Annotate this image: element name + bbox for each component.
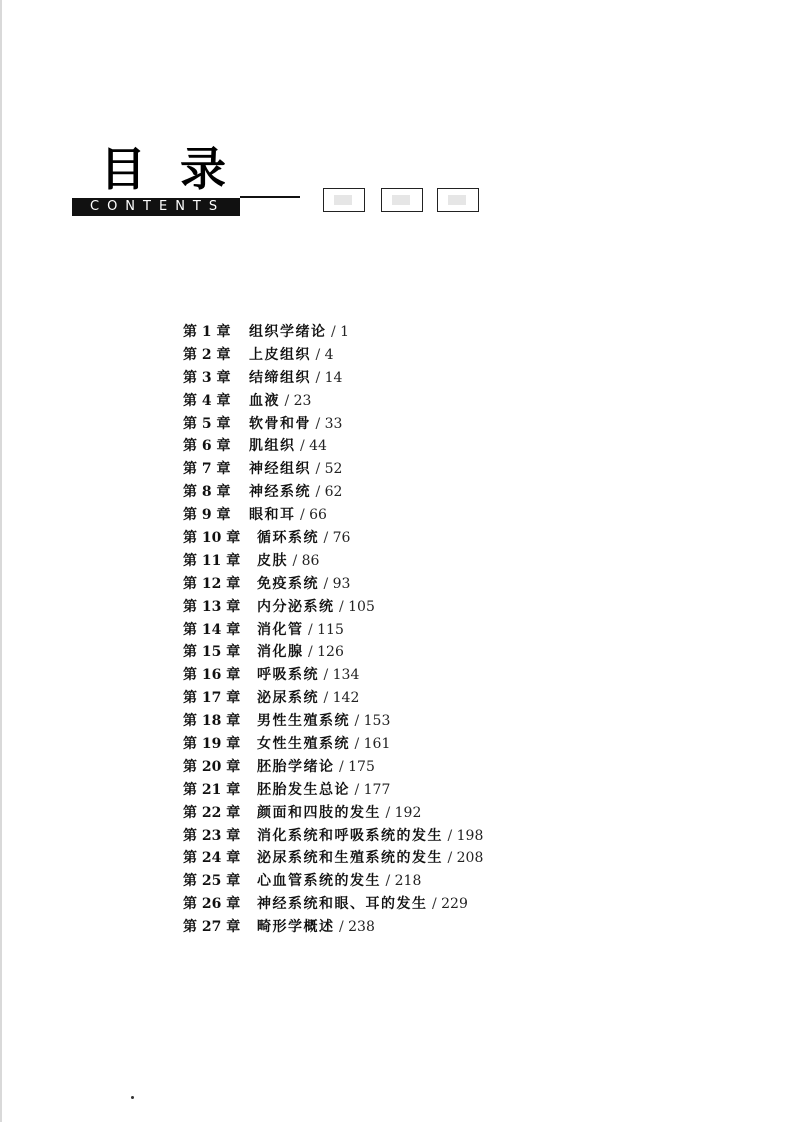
- toc-entry[interactable]: [183, 893, 483, 916]
- page-separator: /: [315, 415, 321, 432]
- chapter-number: 第 14 章: [183, 621, 241, 638]
- chapter-number: 第 12 章: [183, 575, 241, 592]
- page-separator: /: [447, 850, 453, 867]
- toc-entry[interactable]: [183, 687, 483, 710]
- page-separator: /: [338, 919, 344, 936]
- chapter-number: 第 8 章: [183, 484, 231, 501]
- chapter-title[interactable]: 泌尿系统和生殖系统的发生: [257, 850, 443, 867]
- toc-entry[interactable]: [183, 596, 483, 619]
- toc-entry[interactable]: [183, 458, 483, 481]
- page-number: 153: [363, 713, 391, 730]
- page-separator: /: [431, 896, 437, 913]
- chapter-title[interactable]: 软骨和骨: [249, 415, 311, 432]
- page-separator: /: [338, 598, 344, 615]
- page-separator: /: [292, 552, 298, 569]
- toc-entry[interactable]: [183, 710, 483, 733]
- page-number: 66: [309, 507, 327, 524]
- toc-entry[interactable]: [183, 779, 483, 802]
- toc-entry[interactable]: [183, 527, 483, 550]
- page-number: 115: [317, 621, 344, 638]
- page-number: 134: [332, 667, 360, 684]
- chapter-number: 第 25 章: [183, 873, 241, 890]
- chapter-number: 第 6 章: [183, 438, 231, 455]
- scan-dot: [131, 1096, 134, 1099]
- toc-entry[interactable]: [183, 344, 483, 367]
- chapter-title[interactable]: 胚胎发生总论: [257, 781, 350, 798]
- chapter-number: 第 15 章: [183, 644, 241, 661]
- toc-entry[interactable]: [183, 870, 483, 893]
- chapter-title[interactable]: 上皮组织: [249, 346, 311, 363]
- page-number: 1: [340, 324, 350, 340]
- chapter-title[interactable]: 皮肤: [257, 552, 288, 569]
- page-separator: /: [323, 690, 329, 707]
- decorative-frame-1: [323, 188, 365, 212]
- page-number: 105: [348, 598, 375, 615]
- page-number: 142: [332, 690, 360, 707]
- chapter-number: 第 3 章: [183, 369, 231, 386]
- table-of-contents: [183, 321, 483, 939]
- page-separator: /: [299, 438, 305, 455]
- chapter-number: 第 9 章: [183, 507, 231, 524]
- page-separator: /: [354, 736, 360, 753]
- page-number: 175: [348, 758, 375, 775]
- toc-entry[interactable]: [183, 321, 483, 344]
- page-number: 192: [394, 804, 422, 821]
- toc-entry[interactable]: [183, 573, 483, 596]
- page-number: 76: [332, 530, 351, 547]
- chapter-title[interactable]: 神经组织: [249, 461, 311, 478]
- toc-entry[interactable]: [183, 504, 483, 527]
- page-separator: /: [315, 461, 321, 478]
- chapter-number: 第 13 章: [183, 598, 241, 615]
- page-separator: /: [323, 530, 329, 547]
- chapter-title[interactable]: 男性生殖系统: [257, 713, 350, 730]
- page-number: 161: [363, 736, 391, 753]
- page-separator: /: [354, 713, 360, 730]
- page-separator: /: [284, 392, 290, 409]
- toc-entry[interactable]: [183, 756, 483, 779]
- decorative-frame-3: [437, 188, 479, 212]
- page-number: 238: [348, 919, 375, 936]
- page-number: 198: [456, 827, 484, 844]
- page-number: 23: [293, 392, 312, 409]
- chapter-number: 第 22 章: [183, 804, 241, 821]
- chapter-number: 第 20 章: [183, 758, 241, 775]
- chapter-number: 第 24 章: [183, 850, 241, 867]
- toc-entry[interactable]: [183, 435, 483, 458]
- chapter-title[interactable]: 畸形学概述: [257, 919, 335, 936]
- chapter-title[interactable]: 血液: [249, 392, 280, 409]
- page-separator: /: [315, 346, 321, 363]
- page-number: 4: [324, 346, 334, 363]
- toc-entry[interactable]: [183, 825, 483, 848]
- chapter-title[interactable]: 神经系统: [249, 484, 311, 501]
- chapter-title[interactable]: 心血管系统的发生: [257, 873, 381, 890]
- chapter-title[interactable]: 肌组织: [249, 438, 296, 455]
- toc-entry[interactable]: [183, 413, 483, 436]
- chapter-number: 第 4 章: [183, 392, 231, 409]
- chapter-title[interactable]: 胚胎学绪论: [257, 758, 335, 775]
- title-rule: [240, 196, 300, 198]
- page-title: 目录: [100, 142, 260, 196]
- chapter-title[interactable]: 眼和耳: [249, 507, 296, 524]
- page-number: 33: [324, 415, 343, 432]
- page-number: 126: [317, 644, 344, 661]
- toc-entry[interactable]: [183, 641, 483, 664]
- decorative-frame-2: [381, 188, 423, 212]
- chapter-number: 第 26 章: [183, 896, 241, 913]
- chapter-number: 第 19 章: [183, 736, 241, 753]
- chapter-number: 第 11 章: [183, 552, 241, 569]
- toc-entry[interactable]: [183, 664, 483, 687]
- toc-entry[interactable]: [183, 390, 483, 413]
- page-number: 218: [394, 873, 422, 890]
- page-separator: /: [307, 621, 313, 638]
- chapter-number: 第 23 章: [183, 827, 241, 844]
- page-number: 44: [309, 438, 327, 455]
- toc-entry[interactable]: [183, 550, 483, 573]
- page-number: 52: [324, 461, 343, 478]
- chapter-title[interactable]: 结缔组织: [249, 369, 311, 386]
- chapter-title[interactable]: 泌尿系统: [257, 690, 319, 707]
- page-separator: /: [447, 827, 453, 844]
- chapter-title[interactable]: 消化系统和呼吸系统的发生: [257, 827, 443, 844]
- toc-entry[interactable]: [183, 733, 483, 756]
- page-separator: /: [354, 781, 360, 798]
- contents-banner: CONTENTS: [72, 198, 240, 216]
- page-separator: /: [307, 644, 313, 661]
- chapter-number: 第 16 章: [183, 667, 241, 684]
- toc-entry[interactable]: [183, 916, 483, 939]
- chapter-title[interactable]: 颜面和四肢的发生: [257, 804, 381, 821]
- page-number: 62: [324, 484, 343, 501]
- page-separator: /: [299, 507, 305, 524]
- page-number: 208: [456, 850, 484, 867]
- chapter-number: 第 1 章: [183, 324, 231, 340]
- chapter-title[interactable]: 消化腺: [257, 644, 304, 661]
- page-number: 229: [441, 896, 468, 913]
- page-separator: /: [323, 575, 329, 592]
- toc-entry[interactable]: [183, 481, 483, 504]
- page-separator: /: [338, 758, 344, 775]
- page-number: 177: [363, 781, 391, 798]
- page-number: 93: [332, 575, 351, 592]
- page-number: 14: [324, 369, 343, 386]
- chapter-title[interactable]: 神经系统和眼、耳的发生: [257, 896, 428, 913]
- chapter-title[interactable]: 内分泌系统: [257, 598, 335, 615]
- toc-entry[interactable]: [183, 847, 483, 870]
- chapter-number: 第 21 章: [183, 781, 241, 798]
- toc-entry[interactable]: [183, 619, 483, 642]
- chapter-title[interactable]: 消化管: [257, 621, 304, 638]
- chapter-title[interactable]: 组织学绪论: [249, 324, 327, 340]
- chapter-number: 第 10 章: [183, 530, 241, 547]
- chapter-title[interactable]: 循环系统: [257, 530, 319, 547]
- chapter-number: 第 17 章: [183, 690, 241, 707]
- page-separator: /: [385, 873, 391, 890]
- chapter-number: 第 5 章: [183, 415, 231, 432]
- chapter-number: 第 18 章: [183, 713, 241, 730]
- toc-entry[interactable]: [183, 367, 483, 390]
- chapter-title[interactable]: 呼吸系统: [257, 667, 319, 684]
- page-number: 86: [301, 552, 320, 569]
- chapter-number: 第 7 章: [183, 461, 231, 478]
- page-separator: /: [323, 667, 329, 684]
- chapter-number: 第 27 章: [183, 919, 241, 936]
- toc-entry[interactable]: [183, 802, 483, 825]
- page-separator: /: [330, 324, 336, 340]
- chapter-title[interactable]: 女性生殖系统: [257, 736, 350, 753]
- scan-edge: [0, 0, 2, 1122]
- chapter-title[interactable]: 免疫系统: [257, 575, 319, 592]
- page-separator: /: [315, 369, 321, 386]
- page-separator: /: [385, 804, 391, 821]
- page-separator: /: [315, 484, 321, 501]
- chapter-number: 第 2 章: [183, 346, 231, 363]
